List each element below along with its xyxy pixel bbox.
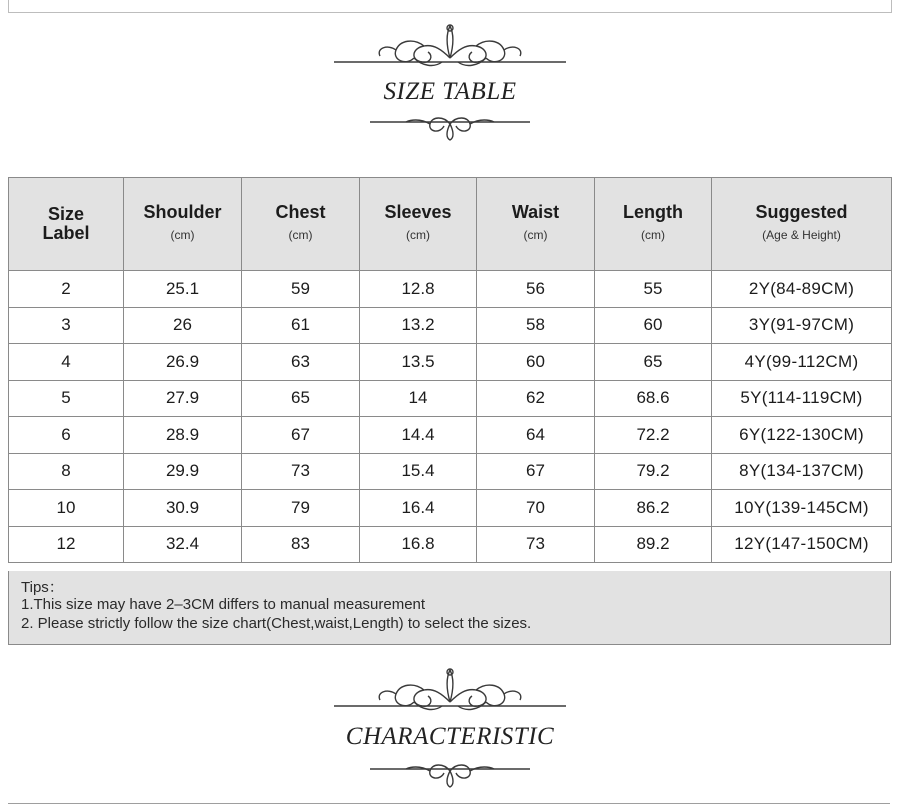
cell-sleeves: 13.2 [360, 307, 477, 344]
cell-length: 79.2 [595, 453, 712, 490]
cell-sleeves: 14 [360, 380, 477, 417]
cell-sleeves: 16.8 [360, 526, 477, 563]
col-header-chest [242, 178, 360, 271]
col-header-label: Shoulder [143, 202, 222, 222]
col-header-label: Suggested [755, 202, 848, 222]
tips-line-2: 2. Please strictly follow the size chart(Chest,waist,Length) to select the sizes. [21, 615, 532, 632]
col-header-label: Waist [511, 202, 560, 222]
col-header-suggested [712, 178, 892, 271]
cell-chest: 65 [242, 380, 360, 417]
tips-heading: Tips： [21, 579, 64, 596]
cell-chest: 73 [242, 453, 360, 490]
col-header-unit: (cm) [523, 228, 548, 242]
col-header-sleeves [360, 178, 477, 271]
cell-suggested: 2Y(84-89CM) [712, 271, 892, 308]
cell-suggested: 6Y(122-130CM) [712, 417, 892, 454]
tips-box [8, 571, 891, 645]
col-header-label: Chest [275, 202, 326, 222]
col-header-unit: (cm) [641, 228, 665, 242]
cell-length: 89.2 [595, 526, 712, 563]
cell-waist: 56 [477, 271, 595, 308]
table-row [9, 344, 892, 381]
cell-size: 4 [9, 344, 124, 381]
flourish-ornament-icon [330, 666, 570, 720]
cell-shoulder: 29.9 [124, 453, 242, 490]
cell-waist: 62 [477, 380, 595, 417]
cell-suggested: 5Y(114-119CM) [712, 380, 892, 417]
cell-length: 65 [595, 344, 712, 381]
cell-chest: 59 [242, 271, 360, 308]
cell-waist: 60 [477, 344, 595, 381]
cell-waist: 73 [477, 526, 595, 563]
cell-chest: 61 [242, 307, 360, 344]
swirl-ornament-icon [360, 108, 540, 142]
cell-length: 86.2 [595, 490, 712, 527]
cell-waist: 58 [477, 307, 595, 344]
col-header-unit: (cm) [288, 228, 313, 242]
section-title-size-table: SIZE TABLE [383, 78, 517, 105]
cell-chest: 63 [242, 344, 360, 381]
cell-suggested: 4Y(99-112CM) [712, 344, 892, 381]
cell-sleeves: 12.8 [360, 271, 477, 308]
section-title-characteristic: CHARACTERISTIC [345, 723, 555, 750]
col-header-length [595, 178, 712, 271]
table-row [9, 490, 892, 527]
col-header-unit: (cm) [170, 228, 195, 242]
cell-size: 3 [9, 307, 124, 344]
cell-shoulder: 25.1 [124, 271, 242, 308]
cell-suggested: 10Y(139-145CM) [712, 490, 892, 527]
bottom-divider [8, 803, 890, 804]
tips-line-1: 1.This size may have 2–3CM differs to manual measurement [21, 596, 426, 613]
cell-length: 72.2 [595, 417, 712, 454]
col-header-waist [477, 178, 595, 271]
cell-shoulder: 30.9 [124, 490, 242, 527]
cell-size: 6 [9, 417, 124, 454]
cell-length: 68.6 [595, 380, 712, 417]
size-table [8, 177, 892, 563]
cell-sleeves: 14.4 [360, 417, 477, 454]
col-header-label: Size Label [42, 204, 90, 243]
cell-waist: 64 [477, 417, 595, 454]
cell-shoulder: 26 [124, 307, 242, 344]
cell-size: 8 [9, 453, 124, 490]
cell-suggested: 8Y(134-137CM) [712, 453, 892, 490]
table-row [9, 453, 892, 490]
cell-suggested: 3Y(91-97CM) [712, 307, 892, 344]
cell-chest: 79 [242, 490, 360, 527]
cell-shoulder: 27.9 [124, 380, 242, 417]
cell-waist: 70 [477, 490, 595, 527]
cell-chest: 67 [242, 417, 360, 454]
col-header-unit: (Age & Height) [762, 228, 841, 242]
table-header-row [9, 178, 892, 271]
col-header-label: Length [623, 202, 683, 222]
table-row [9, 417, 892, 454]
col-header-size-label [9, 178, 124, 271]
cell-length: 55 [595, 271, 712, 308]
cell-suggested: 12Y(147-150CM) [712, 526, 892, 563]
cell-size: 10 [9, 490, 124, 527]
cell-shoulder: 26.9 [124, 344, 242, 381]
cell-chest: 83 [242, 526, 360, 563]
cell-size: 12 [9, 526, 124, 563]
col-header-label: Sleeves [384, 202, 452, 222]
cell-size: 2 [9, 271, 124, 308]
table-row [9, 526, 892, 563]
top-frame [8, 0, 892, 13]
cell-sleeves: 16.4 [360, 490, 477, 527]
flourish-ornament-icon [330, 22, 570, 76]
cell-sleeves: 15.4 [360, 453, 477, 490]
table-row [9, 271, 892, 308]
cell-shoulder: 28.9 [124, 417, 242, 454]
cell-shoulder: 32.4 [124, 526, 242, 563]
cell-length: 60 [595, 307, 712, 344]
col-header-shoulder [124, 178, 242, 271]
table-row [9, 307, 892, 344]
table-row [9, 380, 892, 417]
col-header-unit: (cm) [406, 228, 430, 242]
cell-sleeves: 13.5 [360, 344, 477, 381]
cell-size: 5 [9, 380, 124, 417]
cell-waist: 67 [477, 453, 595, 490]
swirl-ornament-icon [360, 755, 540, 789]
